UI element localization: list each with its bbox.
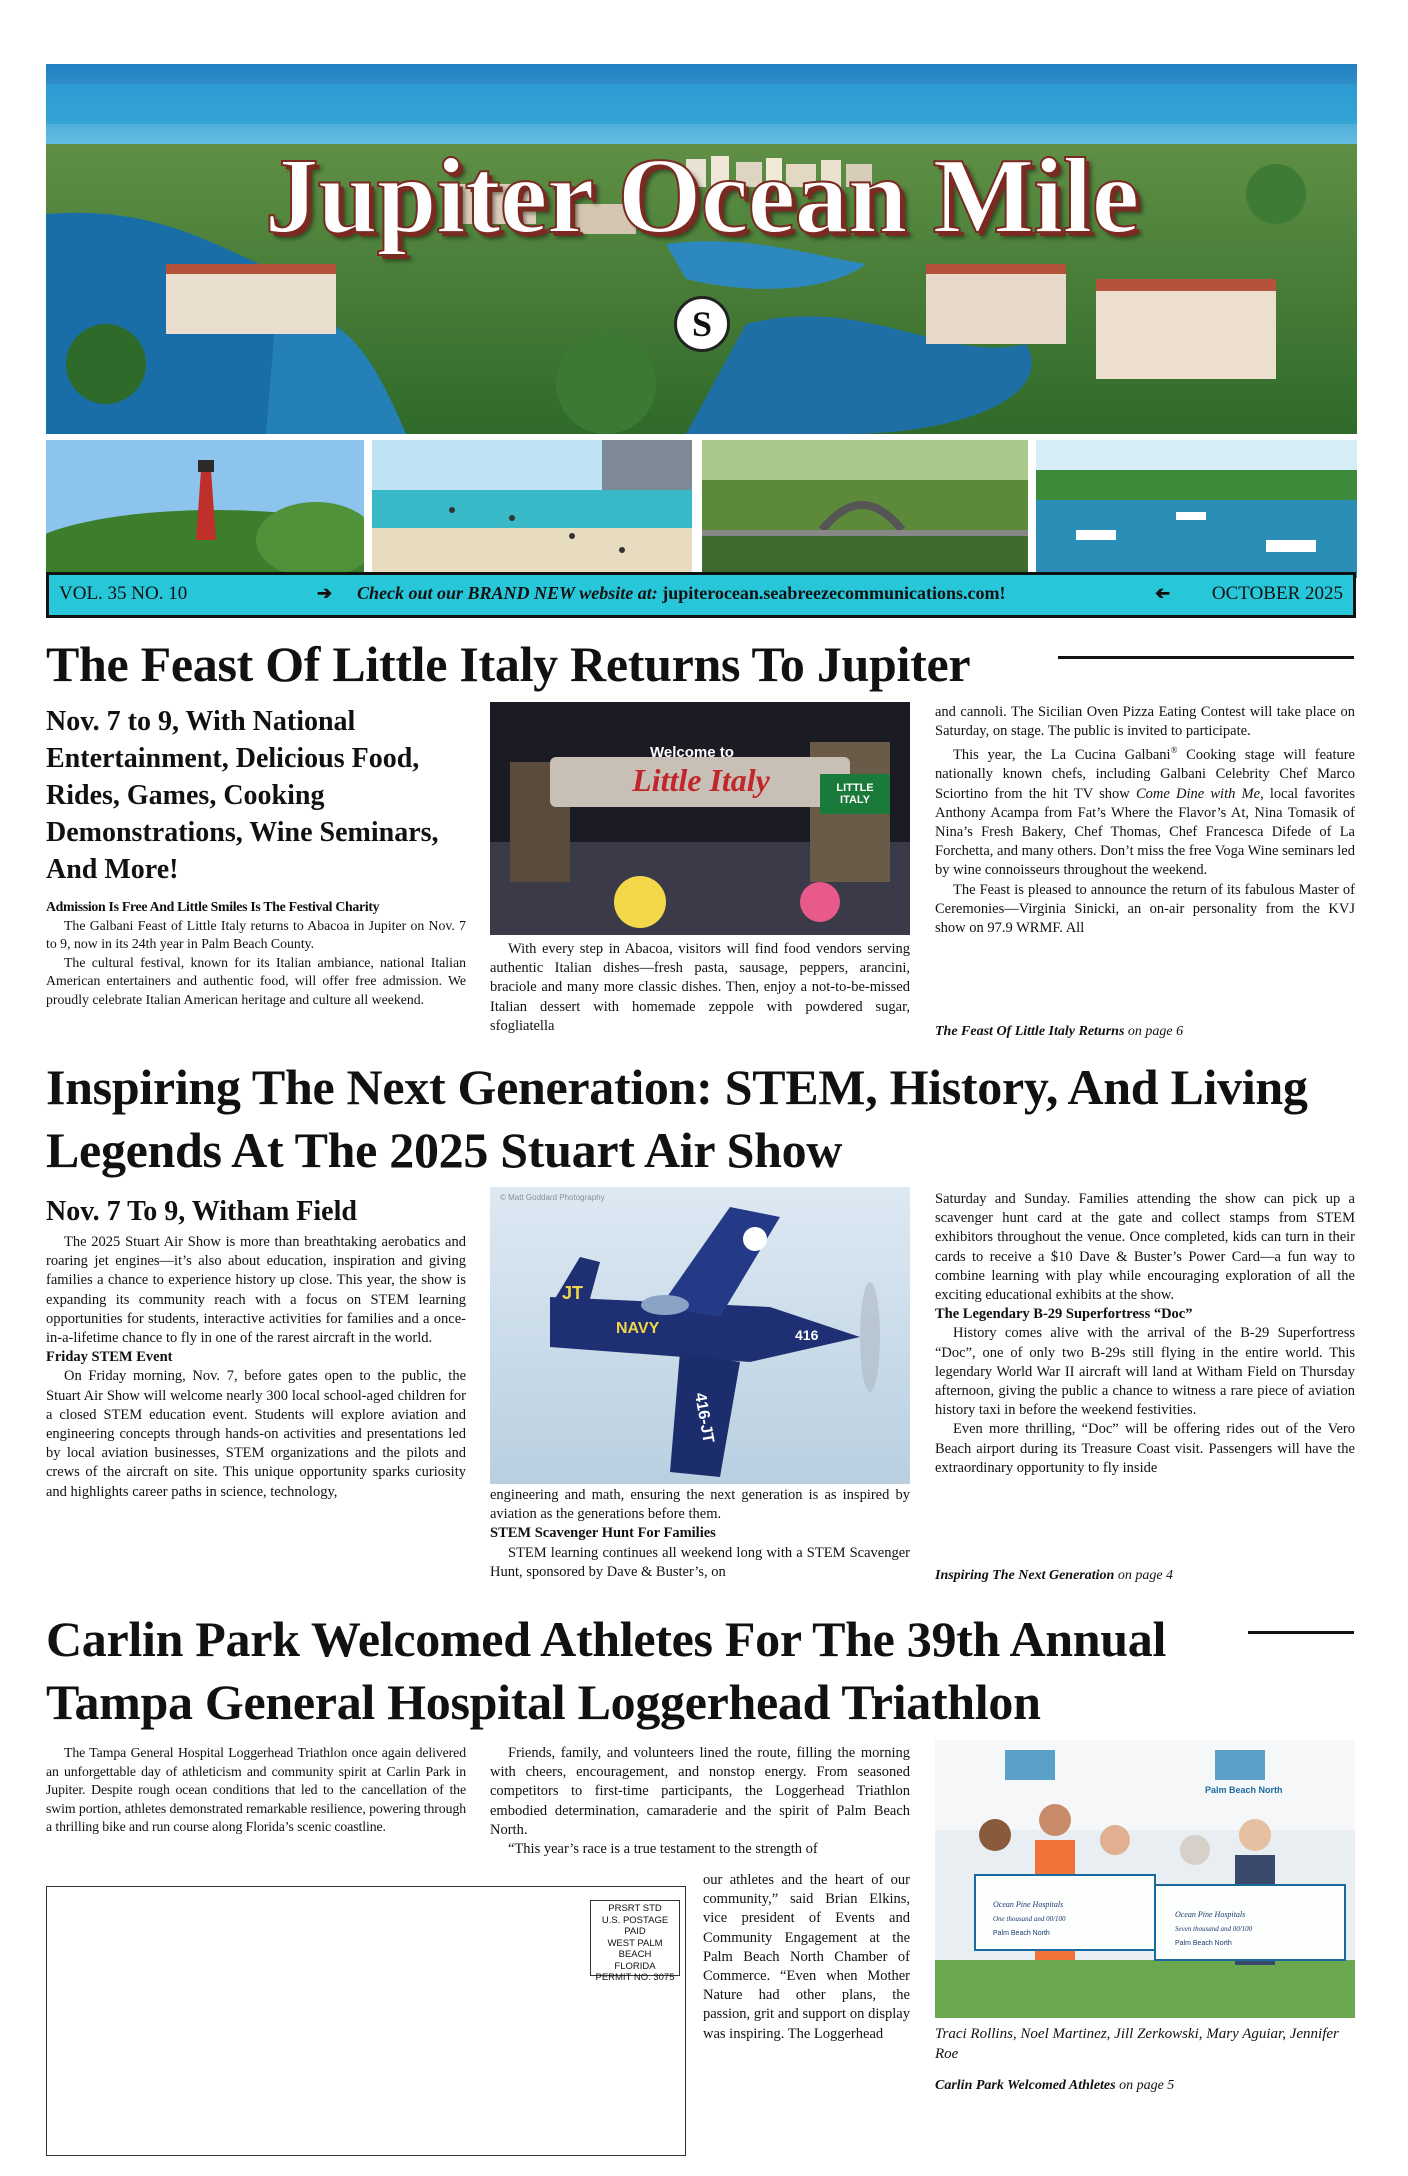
check-text: Palm Beach North: [1175, 1940, 1232, 1947]
jump-page: on page 4: [1117, 1568, 1174, 1583]
article2-paragraph: On Friday morning, Nov. 7, before gates open to the public, the Stuart Air Show will welcome nearly 300 local school-aged children for a closed STEM education event. Students will explore aviation and engineering concepts through hands-on activities and presentations led by local aviation businesses, STEM organizations and the pilots and crews of the aircraft on site. This unique opportunity sparks curiosity and highlights career paths in science, technology,: [46, 1368, 466, 1500]
article2-paragraph: Saturday and Sunday. Families attending the show can pick up a scavenger hunt card at the gate and collect stamps from STEM exhibitors throughout the venue. Once completed, kids can turn in their cards to receive a $10 Dave & Buster’s Power Card—a fun way to combine learning with play while encouraging exploration of all the exciting educational exhibits at the show.: [935, 1191, 1355, 1304]
article1-paragraph: The cultural festival, known for its Italian ambiance, national Italian American entertainers and authentic food, will offer free admission. We proudly celebrate Italian American heritage and culture all weekend.: [46, 954, 466, 1007]
info-banner: [46, 572, 1356, 618]
article1-paragraph: The Feast is pleased to announce the return of its fabulous Master of Ceremonies—Virginia Sinicki, an on-air personality from the KVJ show on 97.9 WRMF. All: [935, 881, 1355, 937]
registered-mark: ®: [1170, 745, 1178, 756]
article1-headline: The Feast Of Little Italy Returns To Jupiter: [46, 636, 971, 692]
article1-column3: [935, 703, 1355, 938]
air-show-photo: [490, 1187, 910, 1484]
plane-code-text: JT: [562, 1283, 584, 1303]
article2-deck: Nov. 7 To 9, Witham Field: [46, 1196, 357, 1227]
strip-photo-boats: [1036, 440, 1357, 578]
plane-tail-text: 416-JT: [691, 1391, 717, 1445]
postage-permit-stamp: [590, 1900, 680, 1983]
article1-deck: Nov. 7 to 9, With National Entertainment, Delicious Food, Rides, Games, Cooking Demonstrations, Wine Seminars, And More!: [46, 706, 439, 885]
strip-photo-beach: [372, 440, 692, 578]
photo-caption: Traci Rollins, Noel Martinez, Jill Zerkowski, Mary Aguiar, Jennifer Roe: [935, 2026, 1339, 2062]
article3-paragraph: Friends, family, and volunteers lined the route, filling the morning with cheers, encouragement, and nonstop energy. From seasoned competitors to first-time participants, the Loggerhead Triathlon embodied determination, camaraderie and the spirit of Palm Beach North.: [490, 1745, 910, 1838]
article1-paragraph: With every step in Abacoa, visitors will find food vendors serving authentic Italian dishes—fresh pasta, sausage, peppers, arancini, braciole and many more classic dishes. Then, enjoy a not-to-be-missed Italian dessert with homemade zeppole with powdered sugar, sfogliatella: [490, 941, 910, 1034]
strip-photo-lighthouse: [46, 440, 364, 578]
article1-paragraph: and cannoli. The Sicilian Oven Pizza Eating Contest will take place on Saturday, on stage. The public is invited to participate.: [935, 704, 1355, 740]
arrow-right-icon: ➔: [317, 583, 333, 603]
article3-paragraph: The Tampa General Hospital Loggerhead Triathlon once again delivered an unforgettable day of athleticism and community spirit at Carlin Park in Jupiter. Despite rough ocean conditions that led to the cancellation of the swim portion, athletes demonstrated remarkable resilience, powering through a thrilling bike and run course along Florida’s scenic coastline.: [46, 1745, 466, 1834]
article2-headline-line2: Legends At The 2025 Stuart Air Show: [46, 1122, 843, 1178]
article3-column2-wrap: [703, 1871, 910, 2044]
article3-column1: [46, 1744, 466, 1837]
article2-paragraph: STEM learning continues all weekend long with a STEM Scavenger Hunt, sponsored by Dave & Buster’s, on: [490, 1544, 910, 1580]
article1-paragraph: [935, 741, 1355, 880]
article2-jump-link[interactable]: [935, 1568, 1173, 1584]
article2-subhead: Friday STEM Event: [46, 1349, 173, 1366]
photo-credit: © Matt Goddard Photography: [500, 1193, 605, 1202]
article3-headline-line2: Tampa General Hospital Loggerhead Triathlon: [46, 1674, 1041, 1730]
website-link[interactable]: jupiterocean.seabreezecommunications.com!: [662, 583, 1006, 603]
article1-subhead: Admission Is Free And Little Smiles Is The Festival Charity: [46, 899, 380, 914]
jump-page: on page 6: [1127, 1024, 1184, 1039]
check-text: Ocean Pine Hospitals: [993, 1900, 1064, 1909]
check-text: Seven thousand and 00/100: [1175, 1925, 1253, 1933]
article3-headline-line1: Carlin Park Welcomed Athletes For The 39th Annual: [46, 1611, 1167, 1667]
photo-sign-text: Little Italy: [632, 762, 770, 798]
article3-paragraph: “This year’s race is a true testament to the strength of: [508, 1841, 818, 1858]
volume-number: VOL. 35 NO. 10: [59, 583, 188, 604]
photo-welcome-text: Welcome to: [650, 744, 734, 761]
stamp-line: FLORIDA: [614, 1960, 656, 1972]
article2-paragraph: engineering and math, ensuring the next generation is as inspired by aviation as the generations before them.: [490, 1487, 910, 1523]
check-text: Ocean Pine Hospitals: [1175, 1910, 1246, 1919]
masthead-hero-photo: [46, 64, 1357, 434]
headline-rule: [1248, 1631, 1354, 1634]
article1-column2: [490, 940, 910, 1036]
plane-navy-text: NAVY: [616, 1320, 660, 1337]
article2-headline-line1: Inspiring The Next Generation: STEM, History, And Living: [46, 1059, 1308, 1115]
article2-subhead: STEM Scavenger Hunt For Families: [490, 1525, 716, 1542]
issue-date: OCTOBER 2025: [1211, 583, 1343, 604]
masthead-title: Jupiter Ocean Mile: [264, 137, 1139, 256]
stamp-line: PRSRT STD: [608, 1903, 662, 1914]
logo-letter: S: [691, 304, 713, 344]
jump-page: on page 5: [1119, 2078, 1175, 2093]
article2-column1: [46, 1233, 466, 1502]
article2-paragraph: The 2025 Stuart Air Show is more than breathtaking aerobatics and roaring jet engines—it’s also about education, inspiration and giving families a chance to experience history up close. This year, the show is expanding its community reach with a focus on STEM learning opportunities for students, interactive activities for families and a once-in-a-lifetime chance to fly in one of the rarest aircraft in the world.: [46, 1234, 466, 1347]
stamp-line: PAID: [624, 1926, 646, 1937]
strip-photo-bridge: [702, 440, 1028, 578]
article3-column2: [490, 1744, 910, 1859]
article2-column3: [935, 1190, 1355, 1478]
article1-text: , local favorites Anthony Acampa from Fat’s Where the Flavor’s At, Nina Tomasik of Nina’s Fresh Bakery, Chef Thomas, Chef Francesca Difede of La Forchetta, and many others. Don’t miss the free Voga Wine seminars led by wine connoisseurs throughout the weekend.: [935, 785, 1355, 879]
article1-paragraph: The Galbani Feast of Little Italy returns to Abacoa in Jupiter on Nov. 7 to 9, now in its 24th year in Palm Beach County.: [46, 917, 466, 951]
jump-title: The Feast Of Little Italy Returns: [935, 1024, 1125, 1039]
article3-jump-link[interactable]: [935, 2078, 1174, 2094]
banner-text: Palm Beach North: [1205, 1785, 1283, 1795]
article2-subhead: The Legendary B-29 Superfortress “Doc”: [935, 1306, 1193, 1323]
article1-column1: [46, 898, 466, 1009]
website-promo-text: Check out our BRAND NEW website at:: [357, 583, 658, 603]
article2-paragraph: History comes alive with the arrival of the B-29 Superfortress “Doc”, one of only two B-29s still flying in the entire world. This legendary World War II aircraft will land at Witham Field on Thursday afternoon, giving the public a chance to witness a rare piece of aviation history taxi in before the weekend festivities.: [935, 1325, 1355, 1419]
tv-show-title: Come Dine with Me: [1135, 785, 1261, 802]
article1-jump-link[interactable]: [935, 1024, 1183, 1040]
article2-paragraph: Even more thrilling, “Doc” will be offering rides out of the Vero Beach airport during its Treasure Coast visit. Passengers will have the extraordinary opportunity to fly inside: [935, 1421, 1355, 1476]
check-text: One thousand and 00/100: [993, 1915, 1066, 1923]
arrow-left-icon: ➔: [1155, 583, 1171, 603]
article1-text: Cooking stage will feature nationally known chefs, including Galbani Celebrity Chef Marco Sciortino from the hit TV show: [935, 747, 1355, 802]
article2-column2: [490, 1486, 910, 1582]
seabreeze-logo: [674, 296, 730, 352]
jump-title: Carlin Park Welcomed Athletes: [935, 2078, 1116, 2093]
check-text: Palm Beach North: [993, 1930, 1050, 1937]
triathlon-check-photo: [935, 1740, 1355, 2018]
photo-sign2-text: LITTLE ITALY: [836, 782, 874, 806]
article1-text: This year, the La Cucina Galbani: [953, 747, 1171, 764]
article3-paragraph: our athletes and the heart of our community,” said Brian Elkins, vice president of Events and Community Engagement at the Palm Beach North Chamber of Commerce. “Even when Mother Nature had other plans, the passion, grit and support on display was inspiring. The Loggerhead: [703, 1872, 910, 2042]
stamp-line: PERMIT NO. 3075: [595, 1972, 675, 1983]
plane-number-text: 416: [795, 1327, 819, 1343]
website-promo: [357, 583, 1005, 604]
jump-title: Inspiring The Next Generation: [935, 1568, 1115, 1583]
stamp-line: U.S. POSTAGE: [601, 1914, 669, 1926]
little-italy-photo: [490, 702, 910, 935]
headline-rule: [1058, 656, 1354, 659]
stamp-line: WEST PALM BEACH: [607, 1937, 663, 1960]
